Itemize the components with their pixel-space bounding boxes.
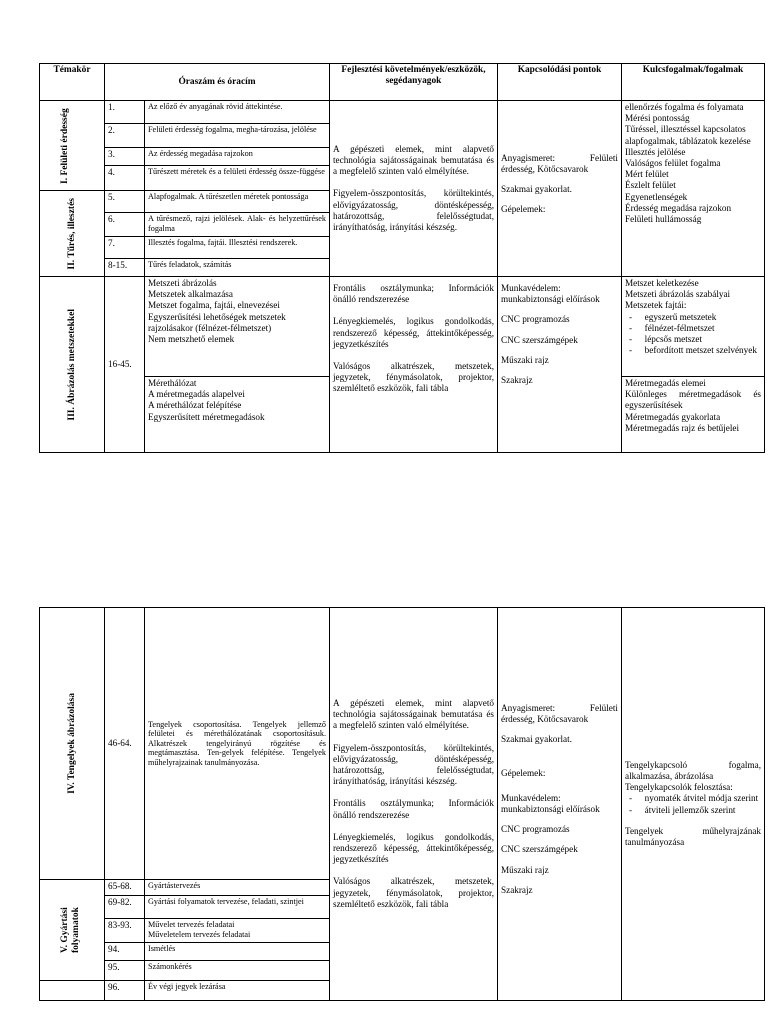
table-row: [40, 101, 765, 124]
lesson-number: 95.: [105, 961, 145, 981]
topic-label: I. Felületi érdesség: [60, 107, 70, 184]
keyword-list: [625, 793, 761, 815]
lesson-title: Felületi érdesség fogalma, megha-tározása, jelölése: [145, 124, 330, 148]
header-row: [40, 64, 765, 101]
keywords-cell: [622, 377, 765, 453]
lesson-number: 96.: [105, 981, 145, 1001]
connection-item: Szakmai gyakorlat.: [501, 734, 572, 745]
keyword: Mért felület: [625, 169, 669, 180]
lesson-number: 7.: [105, 237, 145, 259]
keywords-cell: [622, 101, 765, 277]
dev-req-text: Figyelem-összpontosítás, körültekintés, elővigyázatosság, döntésképesség, határozottság, felelősségtudat, irányíthatóság, irányítási készség.: [333, 742, 494, 787]
connection-item: Szakmai gyakorlat.: [501, 184, 572, 194]
dev-req-text: Figyelem-összpontosítás, körültekintés, elővigyázatosság, döntésképesség, határozottság, felelősségtudat, irányíthatóság, irányítási készség.: [333, 188, 494, 232]
keyword: Méretmegadás gyakorlata: [625, 411, 721, 422]
keyword-list: [625, 312, 761, 357]
keyword: Egyenetlenségek: [625, 191, 688, 202]
connection-item: Gépelemek:: [501, 204, 546, 215]
keyword: Méretmegadás elemei: [625, 378, 706, 388]
lesson-title: Tűrészett méretek és a felületi érdesség össze-függése: [145, 166, 330, 191]
lesson-title: Tengelyek csoportosítása. Tengelyek jellemző felületei és mérethálózatának csoportosításuk. Alkatrészek tengelyirányú rögzítése és megtámasztása. Ten-gelyek felépítése. Tengelyek műhelyrajzainak tanulmányozása.: [145, 608, 330, 880]
keyword-list-item: - lépcsős metszet: [629, 334, 761, 345]
dev-req-text: Valóságos alkatrészek, metszetek, jegyzetek, fénymásolatok, projektor, szemléltető eszközök, fali tábla: [333, 876, 494, 909]
lesson-title: Tűrés feladatok, számítás: [145, 259, 330, 277]
connection-item: CNC programozás: [501, 824, 570, 835]
lesson-title: Gyártástervezés: [145, 880, 330, 896]
lesson-title: Alapfogalmak. A tűrészetlen méretek pontossága: [145, 191, 330, 213]
keywords-cell: [622, 277, 765, 377]
lesson-title: Gyártási folyamatok tervezése, feladati, szintjei: [145, 896, 330, 919]
dev-req-text: Lényegkiemelés, logikus gondolkodás, rendszerező képesség, áttekintőképesség, jegyzetkészítés: [333, 316, 494, 349]
dev-req-cell: [330, 608, 498, 1001]
lesson-number: 4.: [105, 166, 145, 191]
topic-cell: [40, 191, 105, 277]
lesson-title: A tűrésmező, rajzi jelölések. Alak- és helyzettűrések fogalma: [145, 213, 330, 237]
lesson-number: 46-64.: [105, 608, 145, 880]
dev-req-text: Valóságos alkatrészek, metszetek, jegyzetek, fénymásolatok, projektor, szemléltető eszközök, fali tábla: [333, 361, 494, 394]
lesson-title: Az előző év anyagának rövid áttekintése.: [145, 101, 330, 124]
topic-cell-empty: [40, 981, 105, 1001]
connection-item: Anyagismeret: Felületi érdesség, Kötőcsavarok: [501, 702, 618, 725]
connection-item: Munkavédelem: munkabiztonsági előírások: [501, 283, 600, 305]
connection-item: Szakrajz: [501, 375, 533, 386]
table-row: [40, 277, 765, 377]
keyword-list-item: - átviteli jellemzők szerint: [629, 805, 761, 816]
keyword-list-item: - befordított metszet szelvények: [629, 345, 761, 356]
dev-req-text: A gépészeti elemek, mint alapvető technológia sajátosságainak bemutatása és a megfelelő szinten való elmélyítése.: [333, 697, 494, 731]
lesson-number: 94.: [105, 943, 145, 961]
lesson-number: 3.: [105, 148, 145, 166]
connection-item: CNC szerszámgépek: [501, 844, 578, 855]
dev-req-text: Frontális osztálymunka; Információk önálló rendszerezése: [333, 798, 494, 820]
topic-cell: [40, 880, 105, 981]
keyword-list-item: - félnézet-félmetszet: [629, 323, 761, 334]
connections-cell: [498, 277, 622, 453]
keyword: Észlelt felület: [625, 180, 676, 191]
topic-cell: [40, 277, 105, 453]
keyword-list-item: - egyszerű metszetek: [629, 312, 761, 323]
keywords-cell: [622, 608, 765, 1001]
connection-item: Műszaki rajz: [501, 354, 549, 365]
lesson-title: Metszeti ábrázolás Metszetek alkalmazása Metszet fogalma, fajtái, elnevezései Egyszerűsítési lehetőségek metszetek rajzolásakor (félnézet-félmetszet) Nem metszhető elemek: [145, 277, 330, 377]
topic-label: II. Tűrés, illesztés: [66, 197, 77, 270]
topic-cell: [40, 608, 105, 880]
lesson-number: 6.: [105, 213, 145, 237]
dev-req-text: Lényegkiemelés, logikus gondolkodás, rendszerező képesség, áttekintőképesség, jegyzetkészítés: [333, 831, 494, 865]
topic-label: IV. Tengelyek ábrázolása: [66, 693, 77, 794]
connection-item: Gépelemek:: [501, 767, 546, 778]
lesson-title: Ismétlés: [145, 943, 330, 961]
lesson-number: 1.: [105, 101, 145, 124]
header-keywords: Kulcsfogalmak/fogalmak: [622, 64, 765, 101]
header-topic: Témakör: [40, 64, 105, 101]
topic-label: V. Gyártási folyamatok: [60, 907, 81, 953]
connection-item: CNC szerszámgépek: [501, 334, 578, 345]
keyword: Felületi hullámosság: [625, 214, 702, 225]
dev-req-cell: [330, 277, 498, 453]
lesson-title: Illesztés fogalma, fajtái. Illesztési rendszerek.: [145, 237, 330, 259]
keyword: Valóságos felület fogalma: [625, 158, 721, 169]
keyword: Tengelykapcsolók felosztása:: [625, 782, 733, 793]
dev-req-text: A gépészeti elemek, mint alapvető technológia sajátosságainak bemutatása és a megfelelő szinten való elmélyítése.: [333, 143, 494, 177]
lesson-number: 5.: [105, 191, 145, 213]
connections-cell: [498, 608, 622, 1001]
keyword: Metszet keletkezése: [625, 278, 699, 288]
lesson-number: 65-68.: [105, 880, 145, 896]
lesson-number: 69-82.: [105, 896, 145, 919]
keyword: Tűréssel, illesztéssel kapcsolatos alapfogalmak, táblázatok kezelése: [625, 124, 751, 146]
lesson-title: Az érdesség megadása rajzokon: [145, 148, 330, 166]
header-hours: Óraszám és óracím: [105, 64, 330, 101]
connection-item: Szakrajz: [501, 884, 533, 895]
lesson-number: 83-93.: [105, 919, 145, 943]
connection-item: Munkavédelem: munkabiztonsági előírások: [501, 792, 600, 814]
keyword: Metszeti ábrázolás szabályai: [625, 289, 731, 300]
table-row: [40, 608, 765, 880]
connections-cell: [498, 101, 622, 277]
lesson-number: 16-45.: [105, 277, 145, 453]
lesson-title: Művelet tervezés feladatai Műveletelem tervezés feladatai: [145, 919, 330, 943]
curriculum-table-1: [39, 63, 765, 453]
keyword: Tengelyek műhelyrajzának tanulmányozása: [625, 825, 761, 847]
dev-req-text: Frontális osztálymunka; Információk önálló rendszerezése: [333, 283, 494, 305]
keyword: Metszetek fajtái:: [625, 300, 687, 311]
connection-item: CNC programozás: [501, 314, 570, 325]
connection-item: Műszaki rajz: [501, 864, 549, 875]
keyword: ellenőrzés fogalma és folyamata: [625, 102, 744, 112]
keyword: Érdesség megadása rajzokon: [625, 202, 732, 213]
topic-cell: [40, 101, 105, 191]
header-connections: Kapcsolódási pontok: [498, 64, 622, 101]
keyword-list-item: - nyomaték átvitel módja szerint: [629, 793, 761, 804]
lesson-number: 2.: [105, 124, 145, 148]
lesson-title: Év végi jegyek lezárása: [145, 981, 330, 1001]
curriculum-table-2: [39, 607, 765, 1001]
header-dev-req: Fejlesztési követelmények/eszközök, segédanyagok: [330, 64, 498, 101]
lesson-number: 8-15.: [105, 259, 145, 277]
dev-req-cell: [330, 101, 498, 277]
keyword: Mérési pontosság: [625, 113, 690, 124]
topic-label: III. Ábrázolás metszetekkel: [66, 308, 77, 421]
keyword: Különleges méretmegadások és egyszerűsítések: [625, 389, 761, 411]
keyword: Méretmegadás rajz és betűjelei: [625, 422, 740, 433]
keyword: Illesztés jelölése: [625, 146, 686, 157]
keyword: Tengelykapcsoló fogalma, alkalmazása, ábrázolása: [625, 759, 761, 781]
lesson-title: Mérethálózat A méretmegadás alapelvei A mérethálózat felépítése Egyszerűsített méretmegadások: [145, 377, 330, 453]
connection-item: Anyagismeret: Felületi érdesség, Kötőcsavarok: [501, 152, 618, 174]
lesson-title: Számonkérés: [145, 961, 330, 981]
